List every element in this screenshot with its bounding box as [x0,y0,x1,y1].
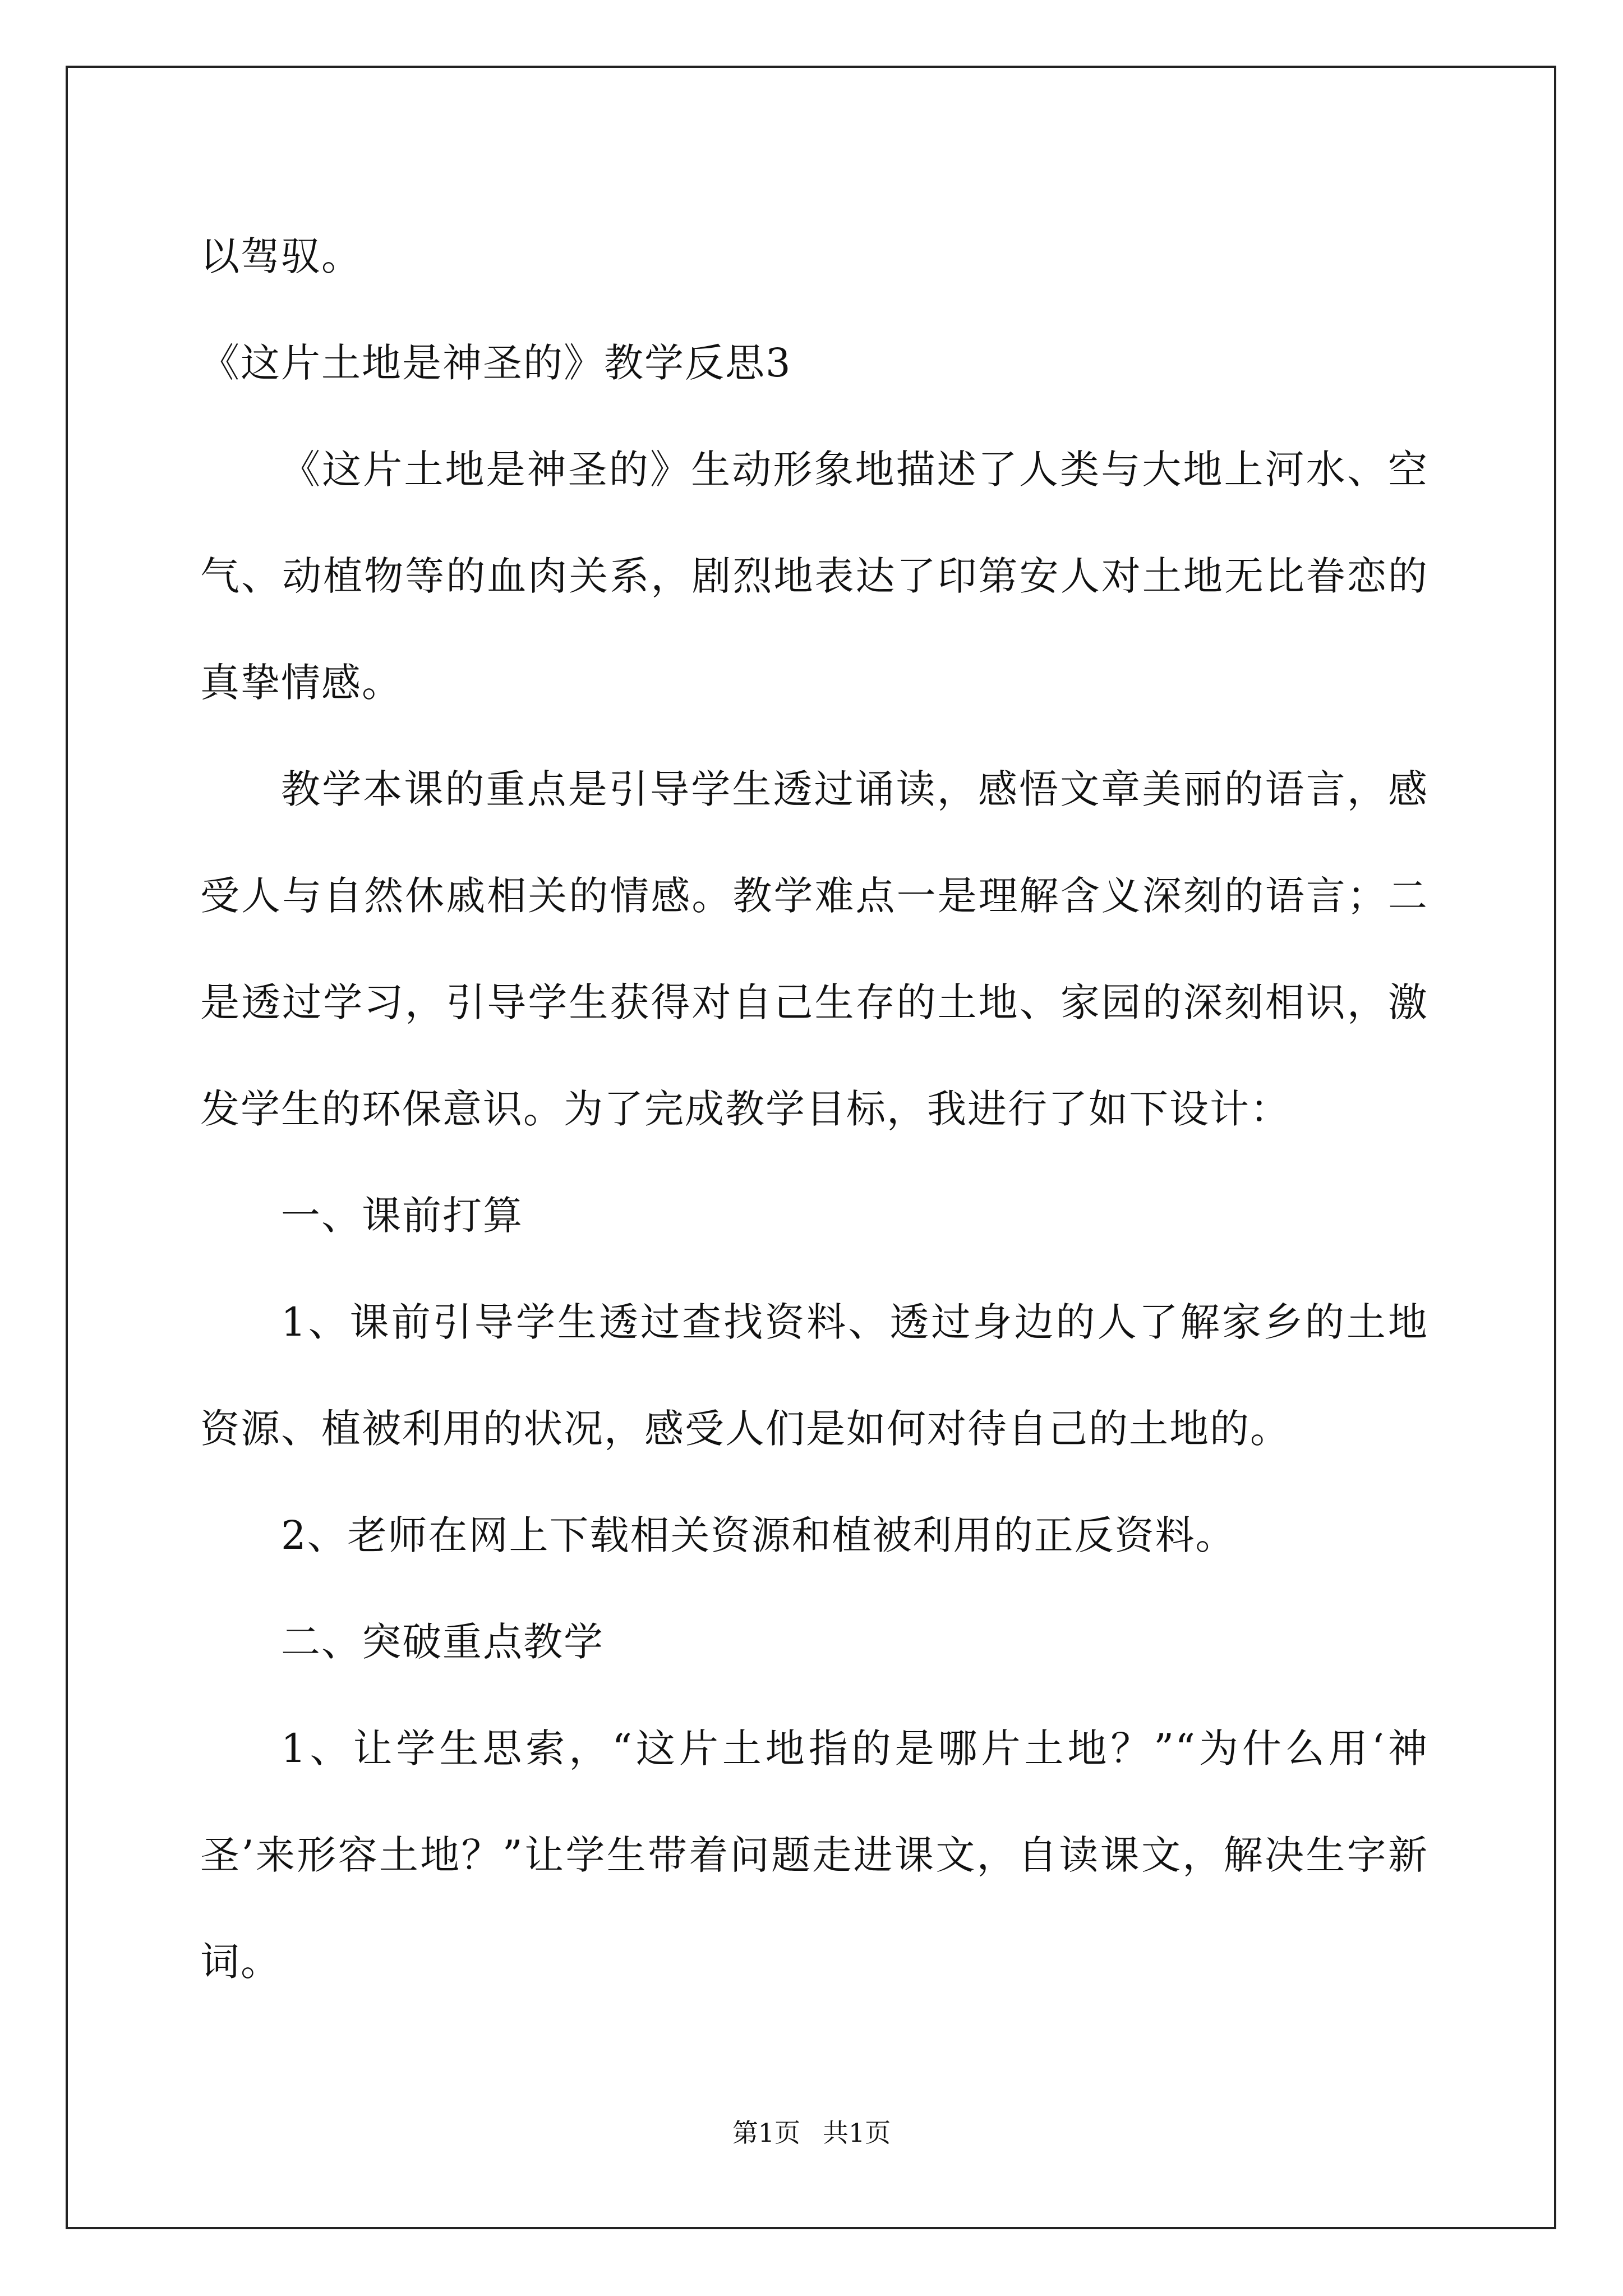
document-body [200,203,1428,2015]
page-footer [0,2116,1623,2150]
paragraph-teaching-focus: 教学本课的重点是引导学生透过诵读，感悟文章美丽的语言，感受人与自然休戚相关的情感。教学难点一是理解含义深刻的语言；二是透过学习，引导学生获得对自己生存的土地、家园的深刻相识，激发学生的环保意识。为了完成教学目标，我进行了如下设计： [200,766,1428,1132]
paragraph-intro: 《这片土地是神圣的》生动形象地描述了人类与大地上河水、空气、动植物等的血肉关系，剧烈地表达了印第安人对土地无比眷恋的真挚情感。 [200,447,1428,706]
subheading-key-points: 二、突破重点教学 [281,1619,604,1665]
list-item-2: 2、老师在网上下载相关资源和植被利用的正反资料。 [281,1512,1236,1558]
paragraph-continuation: 以驾驭。 [200,233,362,279]
subheading-preparation: 一、课前打算 [281,1193,523,1239]
section-heading: 《这片土地是神圣的》教学反思3 [200,340,792,386]
page-total: 共1页 [823,2118,891,2148]
page-number: 第1页 [732,2118,800,2148]
list-item-3: 1、让学生思索，“这片土地指的是哪片土地？”“为什么用‘神圣’来形容土地？”让学生带着问题走进课文，自读课文，解决生字新词。 [200,1726,1428,1985]
list-item-1: 1、课前引导学生透过查找资料、透过身边的人了解家乡的土地资源、植被利用的状况，感受人们是如何对待自己的土地的。 [200,1299,1428,1452]
